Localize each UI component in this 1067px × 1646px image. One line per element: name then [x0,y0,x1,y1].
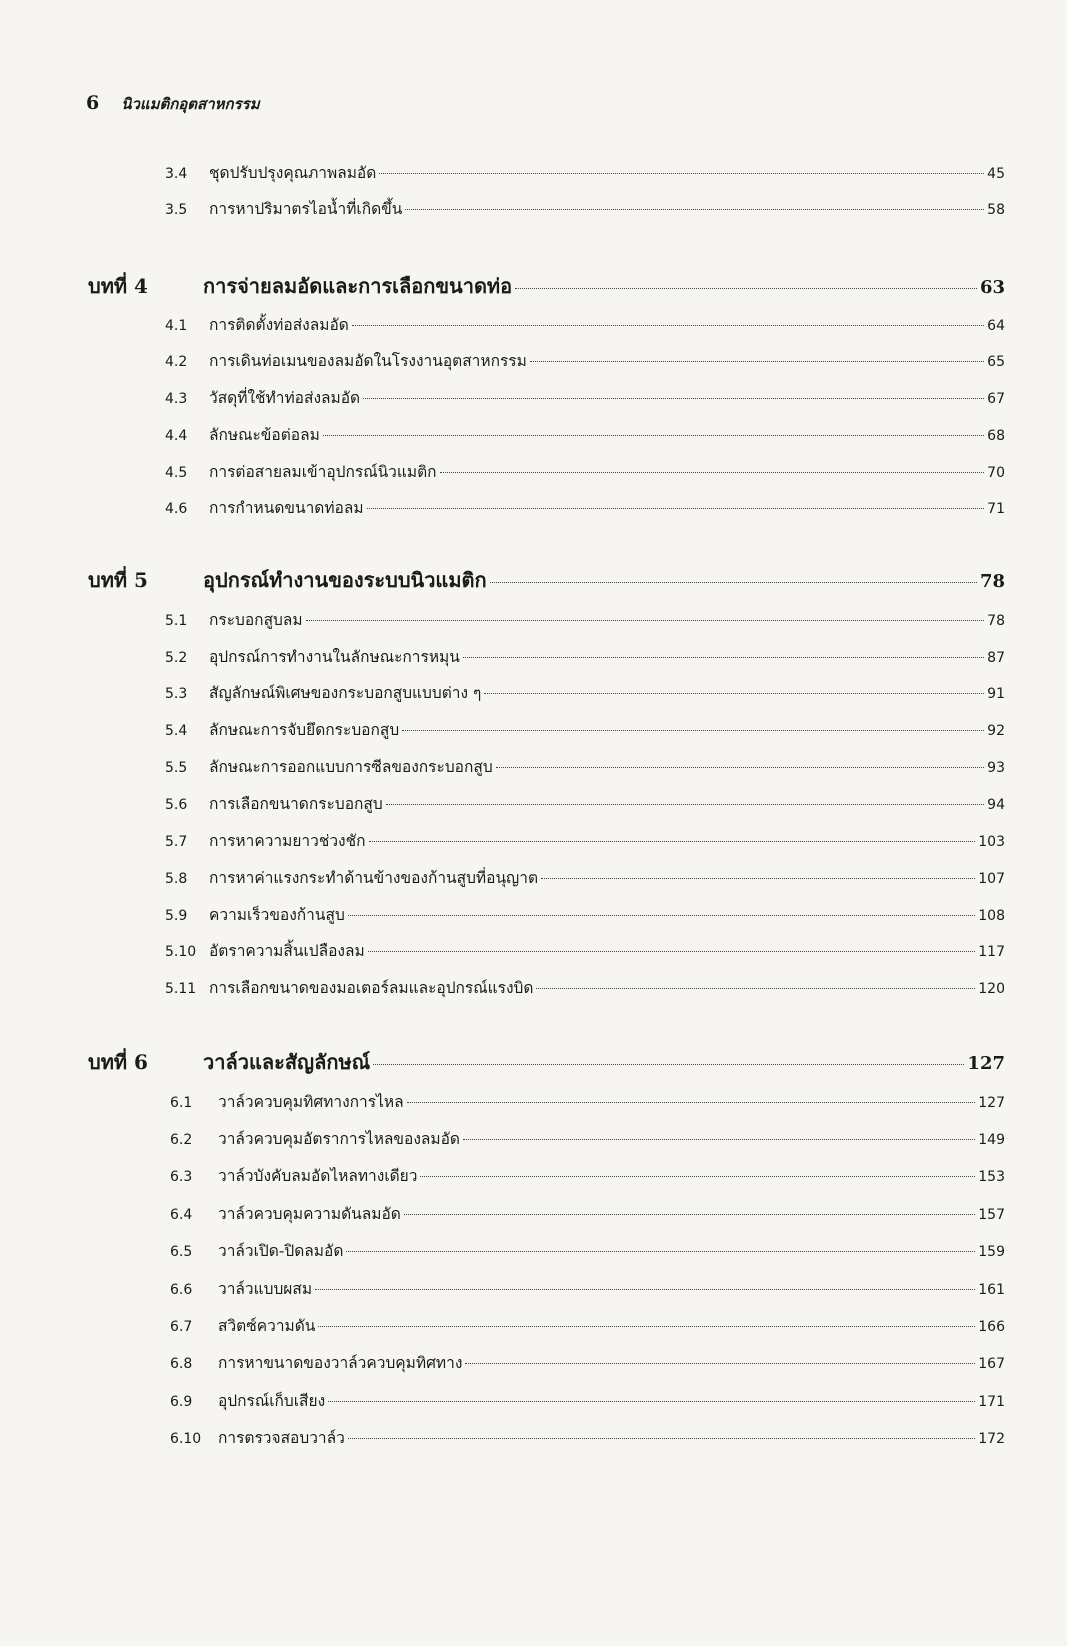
section-number: 6.3 [170,1169,193,1185]
section-title: การเดินท่อเมนของลมอัดในโรงงานอุตสาหกรรม [209,352,527,370]
dot-leader [348,915,975,916]
section-page: 157 [978,1207,1005,1223]
toc-entry-6-5[interactable] [170,1238,1005,1263]
section-page: 120 [978,981,1005,997]
dot-leader [484,693,984,694]
section-page: 68 [987,428,1005,444]
dot-leader [405,209,984,210]
section-title: การเลือกขนาดกระบอกสูบ [209,795,383,813]
section-number: 4.5 [165,465,188,481]
dot-leader [420,1176,975,1177]
section-page: 171 [978,1394,1005,1410]
section-number: 4.6 [165,501,188,517]
dot-leader [348,1438,975,1439]
section-title: การตรวจสอบวาล์ว [218,1429,345,1447]
section-title: การกำหนดขนาดท่อลม [209,499,364,517]
section-page: 67 [987,391,1005,407]
toc-entry-4-4[interactable] [165,422,1005,447]
toc-entry-6-10[interactable] [170,1425,1005,1450]
toc-entry-5-3[interactable] [165,680,1005,705]
toc-entry-5-9[interactable] [165,902,1005,927]
section-number: 6.5 [170,1244,193,1260]
section-page: 93 [987,760,1005,776]
toc-entry-5-5[interactable] [165,754,1005,779]
chapter-page: 78 [979,571,1005,592]
dot-leader [490,582,977,583]
dot-leader [306,620,985,621]
section-page: 127 [978,1095,1005,1111]
section-number: 5.3 [165,686,188,702]
section-page: 94 [987,797,1005,813]
section-number: 6.4 [170,1207,193,1223]
chapter-label: บทที่ 5 [88,568,148,592]
section-title: ลักษณะการจับยึดกระบอกสูบ [209,721,400,739]
toc-entry-3-4[interactable] [165,160,1005,185]
dot-leader [463,1139,975,1140]
dot-leader [352,325,984,326]
section-page: 159 [978,1244,1005,1260]
chapter-page: 63 [979,277,1005,298]
section-number: 5.10 [165,944,197,960]
section-title: วาล์วควบคุมทิศทางการไหล [218,1093,404,1111]
toc-entry-5-2[interactable] [165,644,1005,669]
toc-chapter-4[interactable] [88,270,1005,302]
section-title: วัสดุที่ใช้ทำท่อส่งลมอัด [209,389,361,407]
toc-entry-6-3[interactable] [170,1163,1005,1188]
section-title: ลักษณะการออกแบบการซีลของกระบอกสูบ [209,758,493,776]
section-number: 4.3 [165,391,188,407]
toc-entry-5-7[interactable] [165,828,1005,853]
toc-entry-6-1[interactable] [170,1089,1005,1114]
section-number: 4.1 [165,318,188,334]
section-number: 6.9 [170,1394,193,1410]
section-number: 4.4 [165,428,188,444]
dot-leader [373,1064,964,1065]
section-title: วาล์วควบคุมอัตราการไหลของลมอัด [218,1130,460,1148]
dot-leader [463,657,984,658]
section-title: สวิตซ์ความดัน [218,1317,316,1335]
section-title: สัญลักษณ์พิเศษของกระบอกสูบแบบต่าง ๆ [209,684,482,702]
dot-leader [323,435,984,436]
section-page: 172 [978,1431,1005,1447]
section-page: 107 [978,871,1005,887]
section-title: อุปกรณ์การทำงานในลักษณะการหมุน [209,648,460,666]
section-page: 149 [978,1132,1005,1148]
section-page: 70 [987,465,1005,481]
toc-entry-4-1[interactable] [165,312,1005,337]
section-page: 71 [987,501,1005,517]
section-page: 87 [987,650,1005,666]
section-page: 103 [978,834,1005,850]
dot-leader [346,1251,975,1252]
section-title: วาล์วแบบผสม [218,1280,313,1298]
section-title: วาล์วเปิด-ปิดลมอัด [218,1242,344,1260]
toc-entry-6-6[interactable] [170,1276,1005,1301]
section-number: 6.1 [170,1095,193,1111]
section-page: 92 [987,723,1005,739]
section-number: 4.2 [165,354,188,370]
section-page: 58 [987,202,1005,218]
dot-leader [496,767,985,768]
section-number: 5.6 [165,797,188,813]
section-number: 5.11 [165,981,197,997]
toc-entry-5-8[interactable] [165,865,1005,890]
toc-entry-3-5[interactable] [165,196,1005,221]
section-number: 3.4 [165,166,188,182]
section-page: 161 [978,1282,1005,1298]
toc-entry-4-3[interactable] [165,385,1005,410]
dot-leader [541,878,975,879]
section-title: อุปกรณ์เก็บเสียง [218,1392,326,1410]
section-title: วาล์วบังคับลมอัดไหลทางเดียว [218,1167,418,1185]
toc-entry-6-4[interactable] [170,1201,1005,1226]
toc-entry-6-8[interactable] [170,1350,1005,1375]
section-number: 5.5 [165,760,188,776]
section-number: 5.9 [165,908,188,924]
toc-entry-5-11[interactable] [165,975,1005,1000]
section-page: 167 [978,1356,1005,1372]
chapter-title: อุปกรณ์ทำงานของระบบนิวแมติก [203,568,487,592]
chapter-label: บทที่ 4 [88,274,148,298]
toc-entry-6-2[interactable] [170,1126,1005,1151]
toc-entry-5-10[interactable] [165,938,1005,963]
dot-leader [369,841,976,842]
section-number: 5.1 [165,613,188,629]
section-page: 108 [978,908,1005,924]
section-page: 45 [987,166,1005,182]
dot-leader [536,988,975,989]
section-page: 78 [987,613,1005,629]
dot-leader [407,1102,976,1103]
section-title: ลักษณะข้อต่อลม [209,426,320,444]
page-number: 6 [86,92,100,114]
section-page: 65 [987,354,1005,370]
section-number: 5.7 [165,834,188,850]
section-number: 5.8 [165,871,188,887]
chapter-page: 127 [967,1053,1005,1074]
section-number: 6.10 [170,1431,202,1447]
toc-entry-5-6[interactable] [165,791,1005,816]
dot-leader [530,361,984,362]
toc-entry-6-9[interactable] [170,1388,1005,1413]
dot-leader [386,804,984,805]
section-number: 6.8 [170,1356,193,1372]
toc-chapter-5[interactable] [88,564,1005,596]
dot-leader [465,1363,975,1364]
section-title: การเลือกขนาดของมอเตอร์ลมและอุปกรณ์แรงบิด [209,979,534,997]
dot-leader [379,173,984,174]
section-page: 166 [978,1319,1005,1335]
toc-entry-4-5[interactable] [165,459,1005,484]
section-title: ชุดปรับปรุงคุณภาพลมอัด [209,164,377,182]
toc-entry-5-1[interactable] [165,607,1005,632]
dot-leader [367,508,985,509]
section-title: การหาขนาดของวาล์วควบคุมทิศทาง [218,1354,463,1372]
section-number: 5.2 [165,650,188,666]
dot-leader [404,1214,975,1215]
toc-entry-4-6[interactable] [165,495,1005,520]
dot-leader [315,1289,975,1290]
toc-entry-4-2[interactable] [165,348,1005,373]
toc-chapter-6[interactable] [88,1046,1005,1078]
dot-leader [328,1401,975,1402]
section-number: 6.7 [170,1319,193,1335]
dot-leader [368,951,976,952]
section-title: การติดตั้งท่อส่งลมอัด [209,316,349,334]
section-page: 64 [987,318,1005,334]
chapter-title: วาล์วและสัญลักษณ์ [203,1050,371,1074]
dot-leader [515,288,977,289]
toc-entry-6-7[interactable] [170,1313,1005,1338]
dot-leader [318,1326,975,1327]
section-number: 6.2 [170,1132,193,1148]
section-number: 3.5 [165,202,188,218]
section-title: การหาค่าแรงกระทำด้านข้างของก้านสูบที่อนุญาต [209,869,539,887]
dot-leader [440,472,985,473]
section-title: อัตราความสิ้นเปลืองลม [209,942,365,960]
section-title: การหาความยาวช่วงชัก [209,832,366,850]
chapter-title: การจ่ายลมอัดและการเลือกขนาดท่อ [203,274,513,298]
toc-entry-5-4[interactable] [165,717,1005,742]
section-title: การต่อสายลมเข้าอุปกรณ์นิวแมติก [209,463,437,481]
section-title: กระบอกสูบลม [209,611,303,629]
dot-leader [363,398,984,399]
section-title: การหาปริมาตรไอน้ำที่เกิดขึ้น [209,200,403,218]
section-page: 117 [978,944,1005,960]
section-title: ความเร็วของก้านสูบ [209,906,345,924]
dot-leader [402,730,984,731]
section-number: 5.4 [165,723,188,739]
book-title: นิวแมติกอุตสาหกรรม [121,95,260,113]
chapter-label: บทที่ 6 [88,1050,148,1074]
section-number: 6.6 [170,1282,193,1298]
section-page: 91 [987,686,1005,702]
section-page: 153 [978,1169,1005,1185]
section-title: วาล์วควบคุมความดันลมอัด [218,1205,401,1223]
